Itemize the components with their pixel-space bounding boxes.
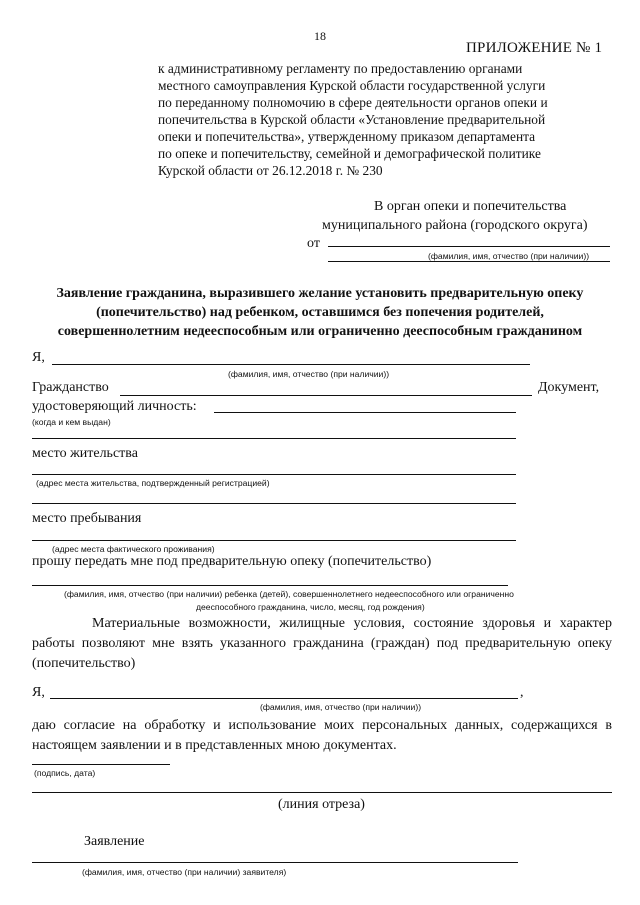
residence-field[interactable]: [32, 474, 516, 475]
stay-hint: (адрес места фактического проживания): [52, 544, 215, 554]
appendix-line: Курской области от 26.12.2018 г. № 230: [158, 163, 383, 178]
comma: ,: [520, 685, 524, 700]
appendix-line: попечительства в Курской области «Установление предварительной: [158, 112, 546, 127]
addressee-line-2: муниципального района (городского округа): [322, 218, 588, 233]
signature-hint: (подпись, дата): [34, 768, 96, 778]
id-label: удостоверяющий личность:: [32, 399, 197, 414]
i-label-2: Я,: [32, 685, 45, 700]
heading-line: совершеннолетним недееспособным или ограниченно дееспособным гражданином: [57, 324, 583, 339]
citizenship-field[interactable]: [120, 395, 532, 396]
from-field-underline: [328, 261, 610, 262]
document-heading: [30, 284, 610, 341]
appendix-line: по переданному полномочию в сфере деятельности органов опеки и: [158, 95, 548, 110]
residence-field-2[interactable]: [32, 503, 516, 504]
issued-field[interactable]: [32, 438, 516, 439]
receipt-applicant-field[interactable]: [32, 862, 518, 863]
id-document-field[interactable]: [214, 412, 516, 413]
consent-fio-field[interactable]: [50, 698, 518, 699]
citizenship-label: Гражданство: [32, 380, 109, 395]
appendix-line: опеки и попечительства», утвержденному приказом департамента: [158, 129, 536, 144]
fio-hint: (фамилия, имя, отчество (при наличии)): [228, 369, 390, 379]
heading-line: (попечительство) над ребенком, оставшимся без попечения родителей,: [96, 305, 544, 320]
consent-statement: даю согласие на обработку и использование моих персональных данных, содержащихся в настоящем заявлении и в представленных мною документах.: [32, 718, 612, 753]
cut-line: [32, 792, 612, 793]
document-label: Документ,: [538, 380, 600, 395]
stay-label: место пребывания: [32, 511, 142, 526]
heading-line: Заявление гражданина, выразившего желание установить предварительную опеку: [56, 286, 584, 301]
appendix-title: ПРИЛОЖЕНИЕ № 1: [466, 40, 603, 56]
capability-statement: Материальные возможности, жилищные условия, состояние здоровья и характер работы позволяют мне взять указанного гражданина (граждан) под предварительную опеку (попечительство): [32, 616, 612, 671]
residence-label: место жительства: [32, 446, 138, 461]
cut-line-label: (линия отреза): [278, 797, 365, 812]
appendix-line: местного самоуправления Курской области государственной услуги: [158, 78, 546, 93]
residence-hint: (адрес места жительства, подтвержденный регистрацией): [36, 478, 270, 488]
stay-field[interactable]: [32, 540, 516, 541]
request-text: прошу передать мне под предварительную опеку (попечительство): [32, 554, 432, 569]
ward-field[interactable]: [32, 585, 508, 586]
appendix-line: к административному регламенту по предоставлению органами: [158, 61, 523, 76]
appendix-description: [158, 60, 602, 179]
fio-hint-2: (фамилия, имя, отчество (при наличии)): [260, 702, 422, 712]
addressee-line-1: В орган опеки и попечительства: [374, 199, 567, 214]
ward-hint-2: дееспособного гражданина, число, месяц, год рождения): [196, 602, 425, 612]
ward-hint-1: (фамилия, имя, отчество (при наличии) ребенка (детей), совершеннолетнего недееспособного или ограниченно: [64, 589, 514, 599]
i-label: Я,: [32, 350, 45, 365]
appendix-line: по опеке и попечительству, семейной и демографической политике: [158, 146, 541, 161]
page-number: 18: [314, 29, 326, 43]
from-label: от: [307, 236, 320, 251]
issued-hint: (когда и кем выдан): [32, 417, 111, 427]
from-hint: (фамилия, имя, отчество (при наличии)): [428, 251, 590, 261]
fio-field[interactable]: [52, 364, 530, 365]
from-field[interactable]: [328, 246, 610, 247]
receipt-title: Заявление: [84, 834, 145, 849]
signature-field[interactable]: [32, 764, 170, 765]
receipt-hint: (фамилия, имя, отчество (при наличии) заявителя): [82, 867, 287, 877]
